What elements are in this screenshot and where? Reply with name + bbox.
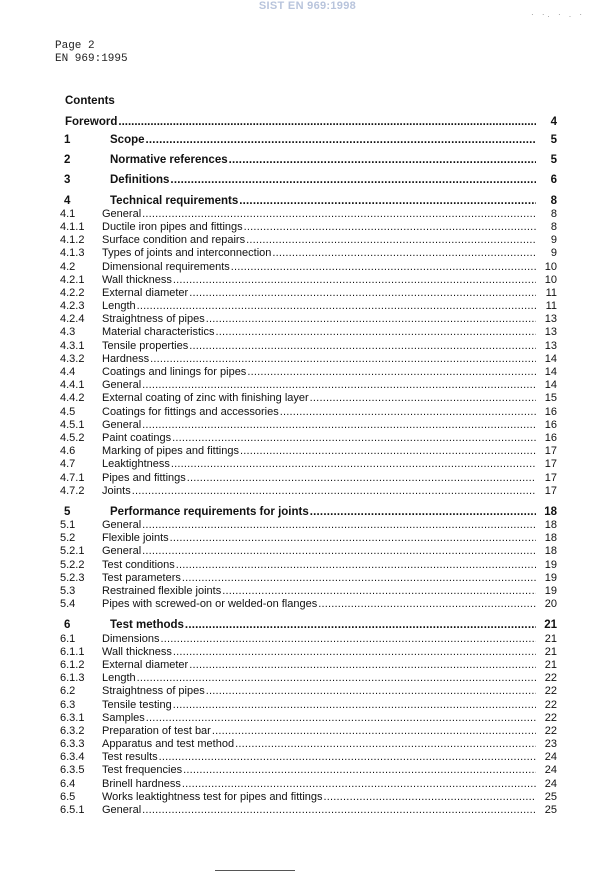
toc-number: 4.2.1 [60, 273, 85, 286]
toc-row [60, 751, 557, 764]
dot-leader [137, 672, 536, 684]
toc-row [60, 699, 557, 712]
toc-page: 22 [544, 724, 557, 737]
toc-page: 13 [544, 339, 557, 352]
toc-number: 6.3.2 [60, 724, 85, 737]
toc-number: 6.4 [60, 777, 76, 790]
toc-title: Performance requirements for joints [110, 505, 309, 518]
dot-leader [310, 506, 536, 518]
toc-page: 6 [550, 174, 557, 187]
toc-row [60, 313, 557, 326]
dot-leader [118, 116, 536, 128]
toc-title: General [102, 804, 142, 816]
toc-page: 8 [550, 207, 557, 220]
toc-title: Flexible joints [102, 532, 169, 545]
toc-number: 4.3.2 [60, 352, 85, 365]
toc-title: Wall thickness [102, 273, 172, 286]
toc-number: 5.2.3 [60, 571, 85, 584]
toc-title: Straightness of pipes [102, 313, 205, 326]
toc-title: Wall thickness [102, 645, 172, 658]
dot-leader [182, 572, 536, 584]
toc-page: 21 [544, 632, 557, 645]
dot-leader [182, 778, 536, 790]
spacer [60, 498, 557, 506]
toc-row [60, 633, 557, 646]
dot-leader [173, 699, 536, 711]
toc-number: 6.3.5 [60, 764, 85, 777]
dot-leader [173, 274, 536, 286]
toc-page: 11 [545, 300, 557, 313]
toc-title: Pipes with screwed-on or welded-on flanges [102, 598, 318, 611]
dot-leader [142, 519, 536, 531]
toc-page: 22 [544, 672, 557, 685]
toc-page: 14 [544, 366, 557, 378]
toc-page: 8 [550, 220, 557, 233]
toc-title: External coating of zinc with finishing layer [102, 392, 309, 405]
toc-title: Test results [102, 751, 158, 764]
toc-number: 5.1 [60, 519, 76, 532]
toc-number: 6.3.4 [60, 751, 85, 764]
toc-title: Normative references [110, 154, 228, 167]
toc-page: 17 [544, 471, 557, 484]
toc-title: Length [102, 672, 136, 685]
toc-row [60, 340, 557, 353]
toc-title: Hardness [102, 352, 150, 365]
toc-chapter-row [60, 134, 557, 147]
toc-chapter-row [60, 174, 557, 187]
footer-rule [215, 870, 295, 871]
dot-leader [272, 247, 536, 259]
toc-page: 13 [544, 313, 557, 326]
toc-title: External diameter [102, 286, 189, 299]
dot-leader [222, 585, 536, 597]
dot-leader [240, 445, 536, 457]
toc-number: 6.3 [60, 698, 76, 711]
toc-page: 25 [544, 790, 557, 803]
dot-leader [235, 738, 536, 750]
toc-number: 6 [64, 619, 71, 632]
toc-title: Dimensional requirements [102, 260, 230, 273]
toc-title: Apparatus and test method [102, 738, 235, 751]
toc-number: 4.4.1 [60, 379, 85, 392]
toc-row [60, 791, 557, 804]
dot-leader [244, 221, 536, 233]
toc-page: 10 [544, 273, 557, 286]
toc-number: 6.2 [60, 685, 76, 698]
toc-row [60, 672, 557, 685]
toc-title: General [102, 519, 142, 532]
toc-page: 21 [544, 645, 557, 658]
dot-leader [142, 804, 536, 816]
standard-id: EN 969:1995 [55, 53, 128, 65]
toc-number: 4.7.1 [60, 471, 85, 484]
toc-page: 17 [544, 445, 557, 458]
toc-number: 4.6 [60, 445, 76, 458]
toc-title: General [102, 545, 142, 558]
toc-row [60, 208, 557, 221]
toc-number: 6.3.1 [60, 711, 85, 724]
toc-title: Test methods [110, 619, 184, 632]
toc-row [60, 519, 557, 532]
contents-title: Contents [65, 95, 115, 107]
dot-leader [160, 633, 536, 645]
toc-row [60, 234, 557, 247]
toc-row [60, 585, 557, 598]
toc-page: 16 [544, 431, 557, 444]
toc-number: 6.3.3 [60, 738, 85, 751]
toc-number: 4.7 [60, 458, 76, 471]
toc-row [60, 778, 557, 791]
dot-leader [189, 287, 536, 299]
toc-page: 11 [545, 286, 557, 299]
toc-title: Works leaktightness test for pipes and fittings [102, 790, 323, 803]
toc-title: Types of joints and interconnection [102, 247, 272, 260]
toc-number: 4.1.1 [60, 220, 85, 233]
dot-leader [324, 791, 536, 803]
dot-leader [159, 751, 536, 763]
toc-row [60, 353, 557, 366]
toc-page: 25 [544, 804, 557, 816]
toc-title: Samples [102, 711, 145, 724]
toc-number: 4.1.2 [60, 234, 85, 247]
toc-row [60, 445, 557, 458]
toc-row [60, 485, 557, 498]
toc-title: Restrained flexible joints [102, 585, 222, 597]
dot-leader [142, 379, 536, 391]
toc-number: 6.1.3 [60, 672, 85, 685]
spacer [60, 611, 557, 619]
toc-number: 1 [64, 134, 71, 146]
dot-leader [142, 545, 536, 557]
toc-page: 13 [544, 326, 557, 339]
toc-row [60, 366, 557, 379]
spacer [60, 167, 557, 174]
dot-leader [170, 532, 536, 544]
toc-page: 5 [550, 134, 557, 146]
toc-page: 24 [544, 751, 557, 764]
toc-page: 10 [544, 260, 557, 273]
toc-number: 4 [64, 194, 71, 207]
toc-row [60, 532, 557, 545]
toc-number: 4.7.2 [60, 484, 85, 497]
toc-title: Straightness of pipes [102, 685, 205, 698]
scan-specks: · ·. · . · [531, 10, 585, 19]
dot-leader [150, 353, 536, 365]
toc-number: 2 [64, 154, 71, 167]
toc-page: 19 [544, 558, 557, 571]
dot-leader [229, 154, 536, 166]
toc-title: Length [102, 300, 136, 313]
toc-page: 21 [544, 619, 557, 632]
spacer [60, 147, 557, 154]
toc-row [60, 738, 557, 751]
toc-title: Surface condition and repairs [102, 234, 246, 247]
toc-number: 4.4.2 [60, 392, 85, 405]
toc-chapter-row [60, 154, 557, 167]
toc-title: Test conditions [102, 558, 175, 571]
toc-row [60, 712, 557, 725]
dot-leader [318, 598, 536, 610]
dot-leader [171, 458, 536, 470]
toc-number: 4.4 [60, 366, 76, 378]
toc-title: Preparation of test bar [102, 724, 211, 737]
toc-chapter-row [60, 506, 557, 519]
toc-number: 4.2.3 [60, 300, 85, 313]
toc-number: 5 [64, 505, 71, 518]
toc-number: 6.5 [60, 790, 76, 803]
toc-number: 4.5 [60, 405, 76, 418]
toc-row [60, 685, 557, 698]
toc-title: Coatings for fittings and accessories [102, 405, 279, 418]
dot-leader [239, 195, 536, 207]
foreword-page: 4 [550, 116, 557, 128]
toc-row [60, 646, 557, 659]
foreword-title: Foreword [65, 116, 118, 128]
toc-page: 19 [544, 571, 557, 584]
toc-number: 4.2.2 [60, 286, 85, 299]
dot-leader [146, 134, 536, 146]
spacer [60, 188, 557, 195]
dot-leader [206, 685, 536, 697]
toc-title: Tensile testing [102, 698, 172, 711]
toc-foreword [65, 116, 557, 128]
dot-leader [142, 208, 536, 220]
toc-title: Ductile iron pipes and fittings [102, 220, 243, 233]
dot-leader [170, 174, 536, 186]
toc-number: 4.5.1 [60, 418, 85, 431]
dot-leader [246, 234, 536, 246]
toc-row [60, 379, 557, 392]
dot-leader [146, 712, 536, 724]
toc-title: General [102, 379, 142, 392]
toc-row [60, 247, 557, 260]
toc-title: Dimensions [102, 632, 160, 645]
toc-page: 20 [544, 598, 557, 611]
toc-page: 24 [544, 777, 557, 790]
toc-title: Paint coatings [102, 431, 172, 444]
toc-title: Leaktightness [102, 458, 170, 471]
page-number: Page 2 [55, 40, 95, 52]
toc-row [60, 572, 557, 585]
dot-leader [212, 725, 536, 737]
toc-number: 6.1.2 [60, 658, 85, 671]
dot-leader [173, 646, 536, 658]
toc-title: Scope [110, 134, 145, 146]
toc-row [60, 274, 557, 287]
toc-row [60, 598, 557, 611]
toc-number: 4.3 [60, 326, 76, 339]
toc-row [60, 261, 557, 274]
toc-page: 18 [544, 505, 557, 518]
toc-chapter-row [60, 619, 557, 632]
dot-leader [189, 659, 536, 671]
toc-title: Test frequencies [102, 764, 183, 777]
toc-number: 5.2.1 [60, 545, 85, 558]
toc-title: Coatings and linings for pipes [102, 366, 247, 378]
dot-leader [280, 406, 536, 418]
toc-title: General [102, 418, 142, 431]
toc-number: 4.1.3 [60, 247, 85, 260]
toc-page: 16 [544, 418, 557, 431]
toc-title: Marking of pipes and fittings [102, 445, 239, 458]
toc-page: 8 [550, 194, 557, 207]
toc-page: 15 [544, 392, 557, 405]
toc-row [60, 659, 557, 672]
page-header [55, 40, 128, 66]
toc-row [60, 419, 557, 432]
toc-page: 22 [544, 685, 557, 698]
toc-page: 18 [544, 532, 557, 545]
toc-title: Test parameters [102, 571, 181, 584]
toc-page: 24 [544, 764, 557, 777]
dot-leader [206, 313, 536, 325]
toc-page: 17 [544, 484, 557, 497]
toc-chapter-row [60, 195, 557, 208]
dot-leader [142, 419, 536, 431]
toc-number: 5.4 [60, 598, 76, 611]
toc-title: Brinell hardness [102, 777, 181, 790]
toc-row [60, 725, 557, 738]
toc-title: Pipes and fittings [102, 471, 186, 484]
dot-leader [185, 619, 536, 631]
toc-title: General [102, 207, 142, 220]
toc-number: 5.2.2 [60, 558, 85, 571]
toc-number: 5.3 [60, 585, 76, 597]
toc-title: Material characteristics [102, 326, 215, 339]
dot-leader [187, 472, 536, 484]
toc-row [60, 221, 557, 234]
toc-row [60, 392, 557, 405]
dot-leader [231, 261, 536, 273]
toc-row [60, 432, 557, 445]
toc-row [60, 764, 557, 777]
toc-page: 22 [544, 711, 557, 724]
toc-number: 4.3.1 [60, 339, 85, 352]
toc-number: 6.1.1 [60, 645, 85, 658]
toc-row [60, 406, 557, 419]
toc-page: 5 [550, 154, 557, 167]
toc-title: Joints [102, 484, 131, 497]
toc-number: 6.1 [60, 632, 76, 645]
dot-leader [172, 432, 536, 444]
toc-title: External diameter [102, 658, 189, 671]
toc-title: Definitions [110, 174, 170, 187]
toc-row [60, 559, 557, 572]
toc-number: 4.1 [60, 207, 76, 220]
toc-page: 14 [544, 379, 557, 392]
toc-number: 4.2 [60, 260, 76, 273]
toc-row [60, 458, 557, 471]
toc-page: 22 [544, 698, 557, 711]
toc-page: 21 [544, 658, 557, 671]
toc-row [60, 472, 557, 485]
dot-leader [247, 366, 536, 378]
toc-page: 17 [544, 458, 557, 471]
toc-row [60, 326, 557, 339]
toc-row [60, 287, 557, 300]
dot-leader [132, 485, 536, 497]
dot-leader [189, 340, 536, 352]
toc-page: 9 [550, 234, 557, 247]
toc-row [60, 545, 557, 558]
dot-leader [183, 764, 536, 776]
toc-row [60, 300, 557, 313]
toc-number: 3 [64, 174, 71, 187]
toc-title: Technical requirements [110, 194, 239, 207]
toc-title: Tensile properties [102, 339, 189, 352]
dot-leader [215, 326, 536, 338]
toc-page: 23 [544, 738, 557, 751]
dot-leader [137, 300, 536, 312]
toc-number: 4.5.2 [60, 431, 85, 444]
dot-leader [176, 559, 536, 571]
table-of-contents [60, 134, 557, 817]
toc-page: 16 [544, 405, 557, 418]
toc-page: 14 [544, 352, 557, 365]
toc-number: 4.2.4 [60, 313, 85, 326]
toc-page: 18 [544, 545, 557, 558]
dot-leader [310, 392, 536, 404]
toc-page: 9 [550, 247, 557, 260]
toc-number: 6.5.1 [60, 804, 85, 816]
toc-number: 5.2 [60, 532, 76, 545]
toc-row [60, 804, 557, 817]
toc-page: 18 [544, 519, 557, 532]
watermark: SIST EN 969:1998 [258, 0, 357, 12]
toc-page: 19 [544, 585, 557, 597]
